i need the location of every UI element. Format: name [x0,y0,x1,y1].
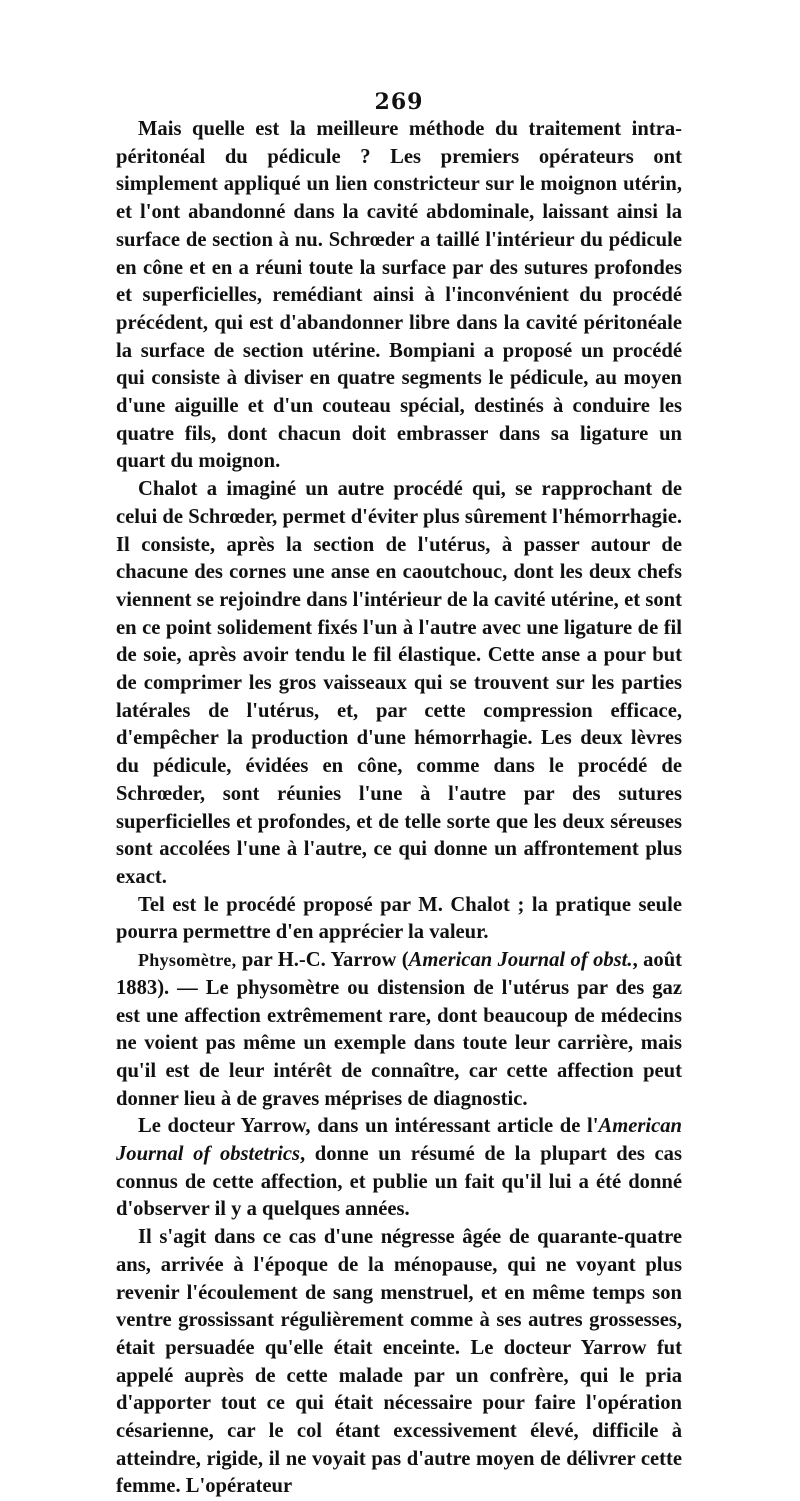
paragraph5-after: , donne un résumé de la plupart des cas connus de cette affection, et publie un fait qu'il lui a été donné d'observer il y a quelques années. [116,1143,682,1221]
paragraph-chalot-conclusion: Tel est le procédé proposé par M. Chalot ; la pratique seule pourra permettre d'en apprécier la valeur. [116,893,682,944]
paragraph-yarrow-article [116,1113,682,1224]
paragraph-chalot-procedure: Chalot a imaginé un autre procédé qui, se rapprochant de celui de Schrœder, permet d'éviter plus sûrement l'hémorrhagie. Il consiste, après la section de l'utérus, à passer autour de chacune des cornes une anse en caoutchouc, dont les deux chefs viennent se rejoindre dans l'intérieur de la cavité utérine, et sont en ce point solidement fixés l'un à l'autre avec une ligature de fil de soie, après avoir tendu le fil élastique. Cette anse a pour but de comprimer les gros vaisseaux qui se trouvent sur les parties latérales de l'utérus, et, par cette compression efficace, d'empêcher la production d'une hémorrhagie. Les deux lèvres du pédicule, évidées en cône, comme dans le procédé de Schrœder, sont réunies l'une à l'autre par des sutures superficielles et profondes, et de telle sorte que les deux séreuses sont accolées l'une à l'autre, ce qui donne un affrontement plus exact. [116,478,682,888]
section-body: , août 1883). — Le physomètre ou distension de l'utérus par des gaz est une affection extrêmement rare, dont beaucoup de médecins ne voient pas même un exemple dans toute leur carrière, mais qu'il est de leur intérêt de connaître, car cette affection peut donner lieu à de graves méprises de diagnostic. [116,949,683,1110]
section-heading: Physomètre, [138,950,237,971]
journal-title: American Journal of obst. [408,949,633,972]
paragraph-treatment-methods: Mais quelle est la meilleure méthode du traitement intra-péritonéal du pédicule ? Les premiers opérateurs ont simplement appliqué un lien constricteur sur le moignon utérin, et l'ont abandonné dans la cavité abdominale, laissant ainsi la surface de section à nu. Schrœder a taillé l'intérieur du pédicule en cône et en a réuni toute la surface par des sutures profondes et superficielles, remédiant ainsi à l'inconvénient du procédé précédent, qui est d'abandonner libre dans la cavité péritonéale la surface de section utérine. Bompiani a proposé un procédé qui consiste à diviser en quatre segments le pédicule, au moyen d'une aiguille et d'un couteau spécial, destinés à conduire les quatre fils, dont chacun doit embrasser dans sa ligature un quart du moignon. [116,118,682,473]
paragraph-physometre [116,947,682,1113]
journal-title-2: American Journal of obstetrics [116,1115,682,1166]
book-page [116,88,682,1501]
page-number: 269 [374,89,424,115]
body-text [116,116,682,1501]
paragraph-case-report: Il s'agit dans ce cas d'une négresse âgée de quarante-quatre ans, arrivée à l'époque de la ménopause, qui ne voyant plus revenir l'écoulement de sang menstruel, et en même temps son ventre grossissant régulièrement comme à ses autres grossesses, était persuadée qu'elle était enceinte. Le docteur Yarrow fut appelé auprès de cette malade par un confrère, qui le pria d'apporter tout ce qui était nécessaire pour faire l'opération césarienne, car le col étant excessivement élevé, difficile à atteindre, rigide, il ne voyait pas d'autre moyen de délivrer cette femme. L'opérateur [116,1226,682,1498]
paragraph5-before: Le docteur Yarrow, dans un intéressant article de l' [138,1115,599,1138]
section-lead: par H.-C. Yarrow ( [236,949,409,972]
